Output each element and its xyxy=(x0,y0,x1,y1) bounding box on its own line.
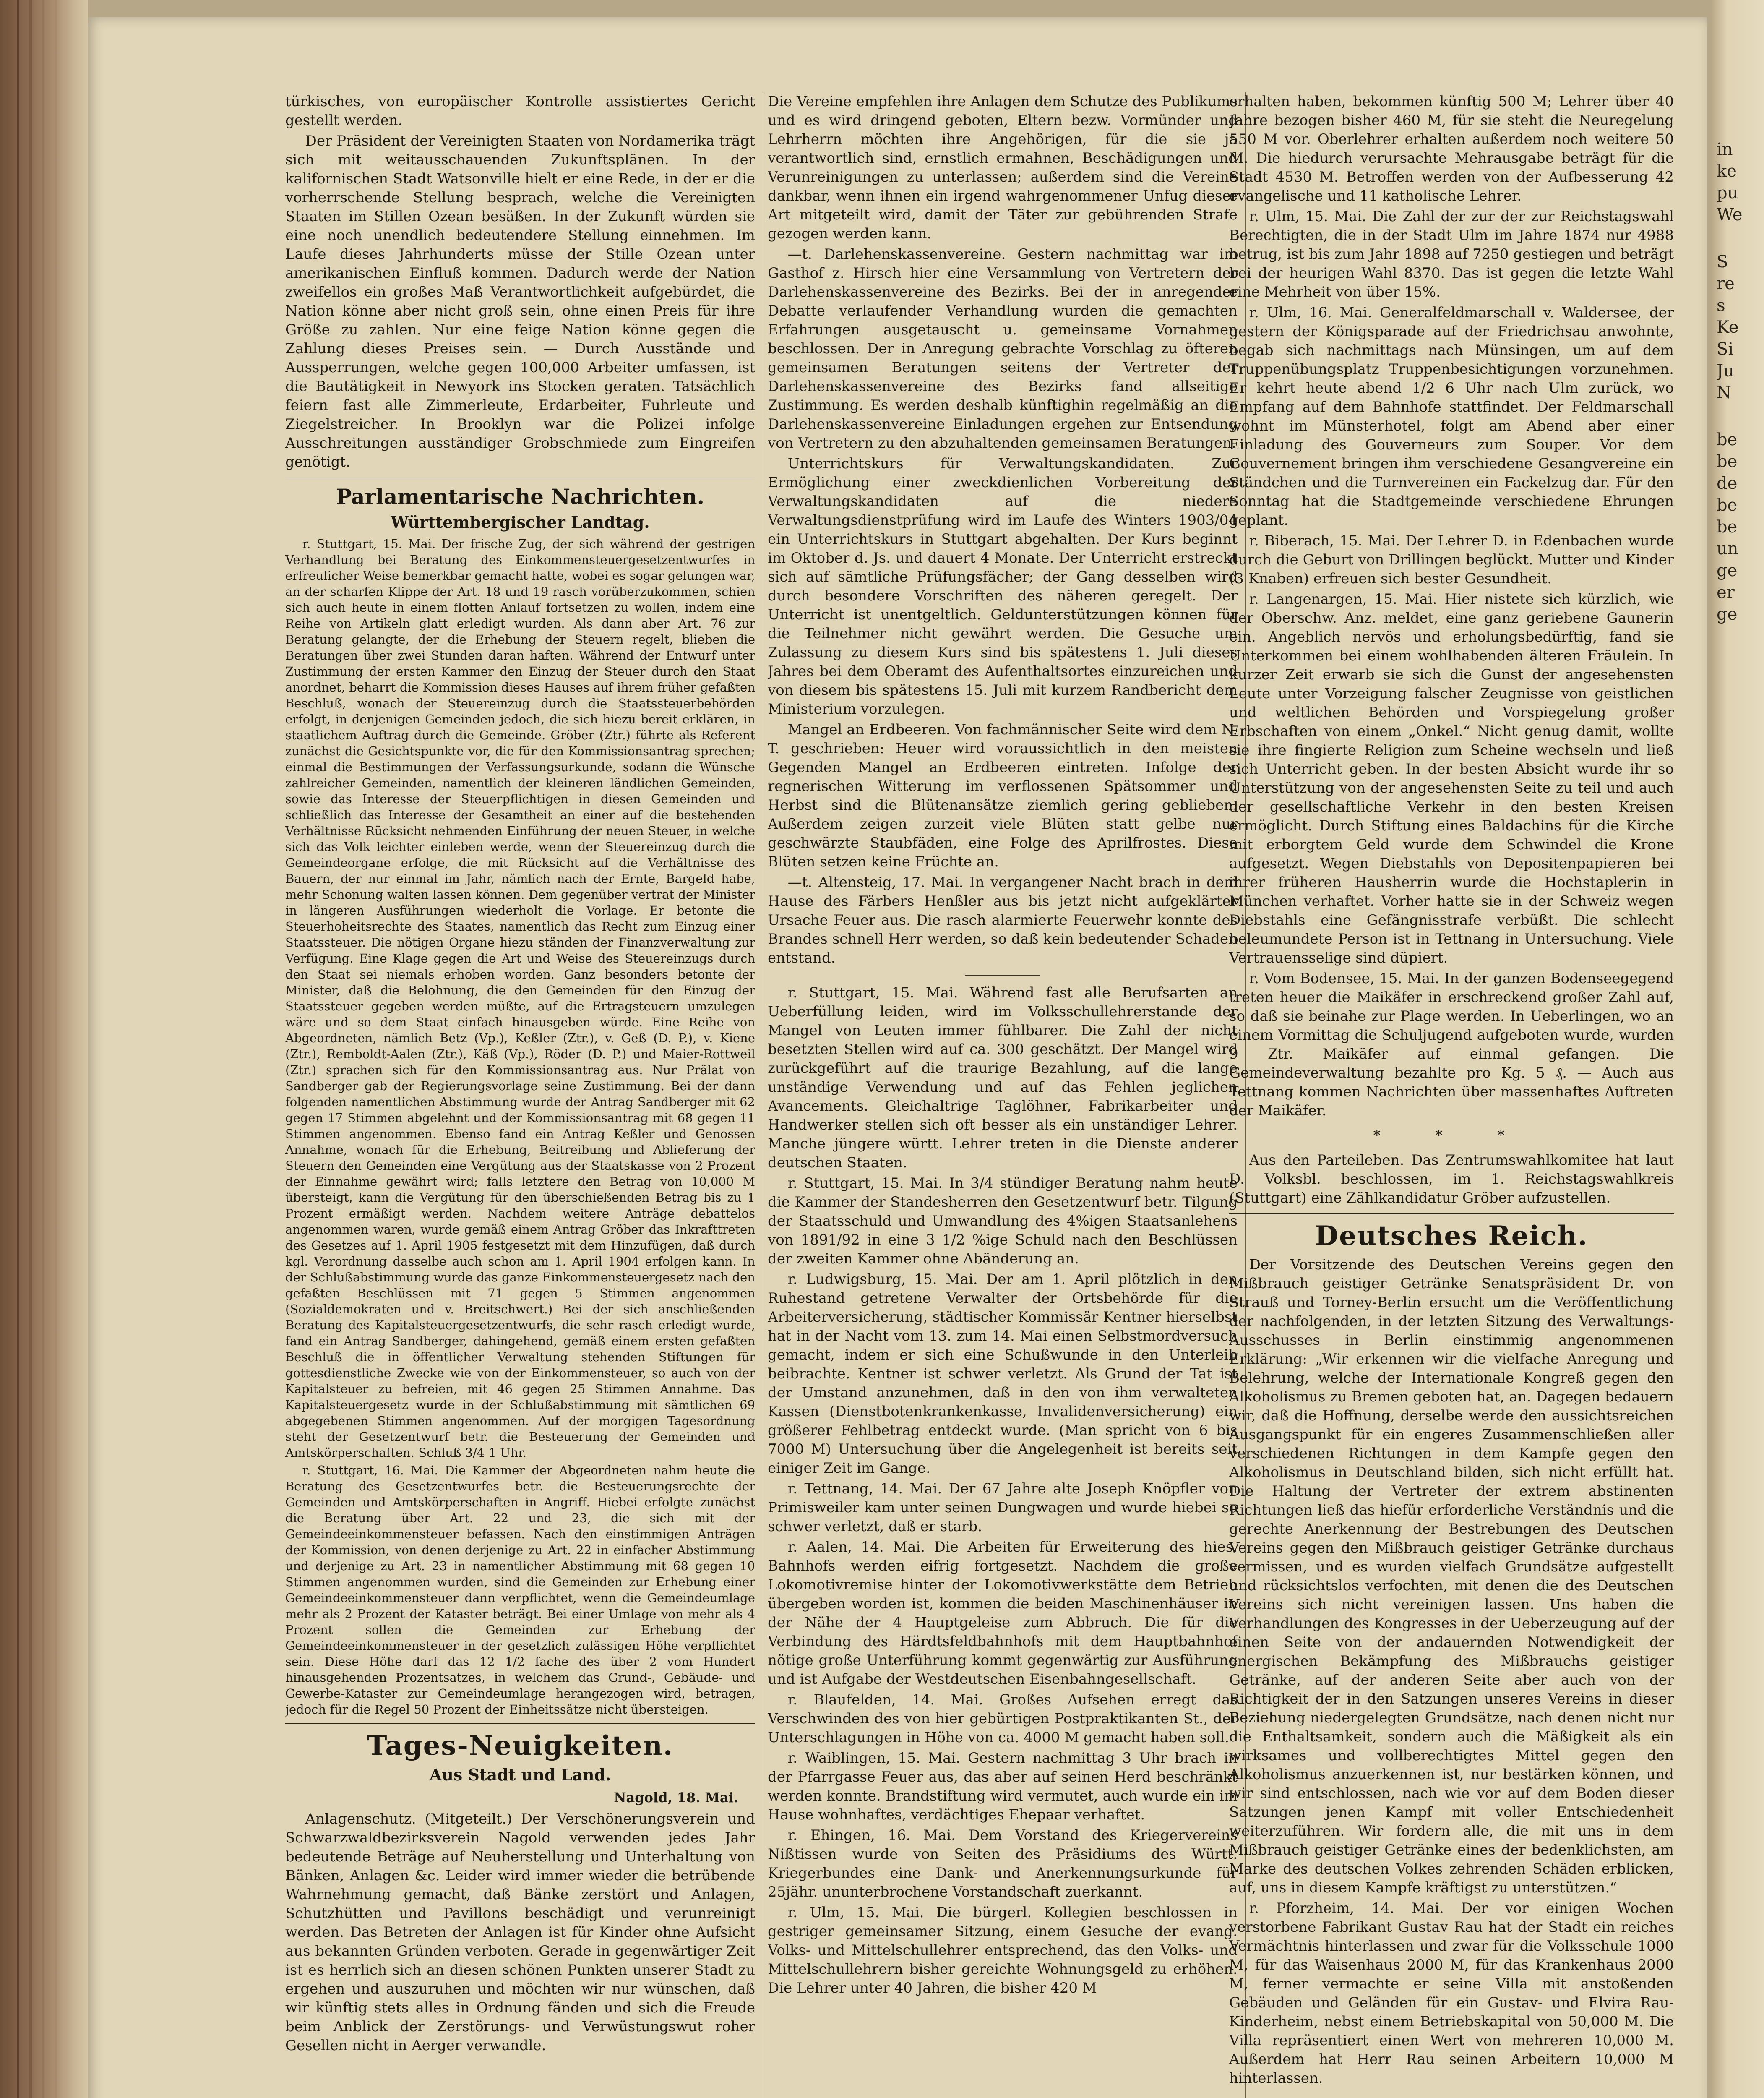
article-stuttgart-standesherren: r. Stuttgart, 15. Mai. In 3/4 stündiger Beratung nahm heute die Kammer der Standesherren den Gesetzentwurf betr. Tilgung der Staatsschuld und Umwandlung des 4%igen Staatsanlehens von 1891/92 in eine 3 1/2 %ige Schuld nach den Beschlüssen der zweiten Kammer ohne Abänderung an. xyxy=(768,1175,1238,1267)
fragment: un xyxy=(1717,539,1738,558)
fragment: ge xyxy=(1717,605,1738,624)
fragment: be xyxy=(1717,496,1738,515)
article-langenargen: r. Langenargen, 15. Mai. Hier nistete sich kürzlich, wie der Oberschw. Anz. meldet, eine ganz geriebene Gaunerin ein. Angeblich nervös und erholungsbedürftig, fand sie Unterkommen bei einem wohlhabenden älteren Fräulein. In kurzer Zeit erwarb sie sich die Gunst der angesehensten Leute unter Vorzeigung falscher Zeugnisse von geistlichen und weltlichen Behörden und Vorspiegelung großer Erbschaften von einem „Onkel.“ Nicht genug damit, wollte sie ihre fingierte Religion zum Scheine wechseln und ließ sich Unterricht geben. In der besten Absicht wurde ihr so Unterstützung von der angesehensten Seite zu teil und auch der gesellschaftliche Verkehr in den besten Kreisen ermöglicht. Durch Stiftung eines Baldachins für die Kirche mit erborgtem Geld wurde dem Schwindel die Krone aufgesetzt. Wegen Diebstahls von Depositenpapieren bei ihrer früheren Hausherrin wurde die Hochstaplerin in München verhaftet. Vorher hatte sie in der Schweiz wegen Diebstahls eine Gefängnisstrafe verbüßt. Die schlecht beleumundete Person ist in Tettnang in Untersuchung. Viele Vertrauensselige sind düpiert. xyxy=(1229,591,1674,966)
column-2 xyxy=(768,92,1238,2098)
article-biberach: r. Biberach, 15. Mai. Der Lehrer D. in Edenbachen wurde durch die Geburt von Drillingen beglückt. Mutter und Kinder (3 Knaben) erfreuen sich bester Gesundheit. xyxy=(1229,532,1674,587)
next-page-edge xyxy=(1712,0,1764,2098)
article-anlagenschutz: Anlagenschutz. (Mitgeteilt.) Der Verschönerungsverein und Schwarzwaldbezirksverein Nagold verwenden jedes Jahr bedeutende Beträge auf Neuherstellung und Unterhaltung von Bänken, Anlagen &c. Leider wird immer wieder die betrübende Wahrnehmung gemacht, daß Bänke zerstört und Anlagen, Schutzhütten und Pavillons beschädigt und verunreinigt werden. Das Betreten der Anlagen ist für Kinder ohne Aufsicht aus bekannten Gründen verboten. Gerade in gegenwärtiger Zeit ist es herrlich sich an diesen schönen Punkten unserer Stadt zu ergehen und auszuruhen und möchten wir nur wünschen, daß wir künftig stets alles in Ordnung fänden und sich die Freude beim Anblick der Zerstörungs- und Verwüstungswut roher Gesellen nicht in Aerger verwandle. xyxy=(285,1811,755,2054)
section-heading-parliament: Parlamentarische Nachrichten. xyxy=(285,478,755,510)
section-heading-deutsches-reich: Deutsches Reich. xyxy=(1229,1213,1674,1253)
article-ulm-16-mai: r. Ulm, 16. Mai. Generalfeldmarschall v. Waldersee, der gestern der Königsparade auf der Friedrichsau anwohnte, begab sich nachmittags nach Münsingen, um auf dem Truppenübungsplatz Truppenbesichtigungen vorzunehmen. Er kehrt heute abend 1/2 6 Uhr nach Ulm zurück, wo Empfang auf dem Bahnhofe stattfindet. Der Feldmarschall wohnt im Münsterhotel, folgt am Abend aber einer Einladung des Gouverneurs zum Souper. Vor dem Gouvernement bringen ihm verschiedene Gesangvereine ein Ständchen und die Turnvereinen ein Fackelzug dar. Für den Sonntag hat die Stadtgemeinde verschiedene Ehrungen geplant. xyxy=(1229,304,1674,529)
fragment: Si xyxy=(1717,339,1734,359)
article-erdbeeren: Mangel an Erdbeeren. Von fachmännischer Seite wird dem N. T. geschrieben: Heuer wird voraussichtlich in den meisten Gegenden Mangel an Erdbeeren eintreten. Infolge der regnerischen Witterung im verflossenen Spätsommer und Herbst sind die Blütenansätze ziemlich gering geblieben. Außerdem zeigen zurzeit viele Blüten statt gelbe nur geschwärzte Staubfäden, eine Folge des Aprilfrostes. Diese Blüten setzen keine Früchte an. xyxy=(768,721,1238,870)
fragment: pu xyxy=(1717,183,1738,203)
dateline-nagold: Nagold, 18. Mai. xyxy=(614,1790,738,1806)
fragment: in xyxy=(1717,140,1733,159)
article-tettnang: r. Tettnang, 14. Mai. Der 67 Jahre alte Joseph Knöpfler von Primisweiler kam unter seinen Dungwagen und wurde hiebei so schwer verletzt, daß er starb. xyxy=(768,1480,1238,1535)
article-darlehenskassen: —t. Darlehenskassenvereine. Gestern nachmittag war im Gasthof z. Hirsch hier eine Versammlung von Vertretern der Darlehenskassenvereine des Bezirks. Bei der in anregender Debatte verlaufender Verhandlung wurden die gemachten Erfahrungen ausgetauscht u. gemeinsame Vornahmen beschlossen. Der in Anregung gebrachte Vorschlag zu öfteren gemeinsamen Beratungen seitens der Vertreter der Darlehenskassenvereine des Bezirks fand allseitige Zustimmung. Es werden deshalb künftighin regelmäßig an die Darlehenskassenvereine Einladungen ergehen zur Entsendung von Vertretern zu den abzuhaltenden gemeinsamen Beratungen. xyxy=(768,246,1238,451)
article-vereine: Die Vereine empfehlen ihre Anlagen dem Schutze des Publikums und es wird dringend geboten, Eltern bezw. Vormünder und Lehrherrn möchten ihre Angehörigen, für die sie ja verantwortlich sind, ernstlich ermahnen, Beschädigungen und Verunreinigungen zu unterlassen; außerdem sind die Vereine dankbar, wenn ihnen ein irgend wahrgenommener Unfug dieser Art mitgeteilt wird, damit der Täter zur gebührenden Strafe gezogen werden kann. xyxy=(768,93,1238,242)
article-bodensee: r. Vom Bodensee, 15. Mai. In der ganzen Bodenseegegend treten heuer die Maikäfer in erschreckend großer Zahl auf, so daß sie beinahe zur Plage werden. In Ueberlingen, wo an einem Vormittag die Schuljugend aufgeboten wurde, wurden 9 Ztr. Maikäfer auf einmal gefangen. Die Gemeindeverwaltung bezahlte pro Kg. 5 ₰. — Auch aus Tettnang kommen Nachrichten über massenhaftes Auftreten der Maikäfer. xyxy=(1229,970,1674,1119)
article-intro-continuation: türkisches, von europäischer Kontrolle assistiertes Gericht gestellt werden. xyxy=(285,93,755,129)
fragment: ke xyxy=(1717,162,1737,181)
article-stuttgart-16-mai: r. Stuttgart, 16. Mai. Die Kammer der Abgeordneten nahm heute die Beratung des Gesetzentwurfes betr. die Besteuerungsrechte der Gemeinden und Amtskörperschaften in Angriff. Hiebei erfolgte zunächst die Beratung über Art. 22 und 23, die sich mit der Gemeindeeinkommensteuer befassen. Nach den einstimmigen Anträgen der Kommission, von denen derjenige zu Art. 22 in einfacher Abstimmung und derjenige zu Art. 23 in namentlicher Abstimmung mit 68 gegen 10 Stimmen angenommen wurden, sind die Gemeinden zur Erhebung einer Gemeindeeinkommensteuer dann verpflichtet, wenn die Gemeindeumlage mehr als 2 Prozent der Kataster beträgt. Bei einer Umlage von mehr als 4 Prozent sollen die Gemeinden zur Erhebung der Gemeindeeinkommensteuer in der gesetzlich zulässigen Höhe verpflichtet sein. Diese Höhe darf das 12 1/2 fache des über 2 vom Hundert hinausgehenden Prozentsatzes, in welchem das Grund-, Gebäude- und Gewerbe-Kataster zur Gemeindeumlage herangezogen wird, betragen, jedoch für die Regel 50 Prozent der Einheitssätze nicht übersteigen. xyxy=(285,1463,755,1717)
article-ulm-reichstagswahl: r. Ulm, 15. Mai. Die Zahl der zur der zur Reichstagswahl Berechtigten, die in der Stadt Ulm im Jahre 1874 nur 4988 betrug, ist bis zum Jahr 1898 auf 7250 gestiegen und beträgt bei der heurigen Wahl 8370. Das ist gegen die letzte Wahl eine Mehrheit von über 15%. xyxy=(1229,208,1674,300)
article-ulm-15-mai: r. Ulm, 15. Mai. Die bürgerl. Kollegien beschlossen in gestriger gemeinsamer Sitzung, einem Gesuche der evang. Volks- und Mittelschullehrer entsprechend, das den Volks- und Mittelschullehrern bisher gereichte Wohnungsgeld zu erhöhen. Die Lehrer unter 40 Jahren, die bisher 420 M xyxy=(768,1904,1238,1996)
article-ehingen: r. Ehingen, 16. Mai. Dem Vorstand des Kriegervereins Nißtissen wurde von Seiten des Präsidiums des Württ. Kriegerbundes eine Dank- und Anerkennungsurkunde für 25jähr. ununterbrochene Vorstandschaft zuerkannt. xyxy=(768,1827,1238,1900)
fragment: de xyxy=(1717,474,1738,493)
section-heading-tages-neuigkeiten: Tages-Neuigkeiten. xyxy=(285,1723,755,1763)
fragment: We xyxy=(1717,205,1743,224)
article-waiblingen: r. Waiblingen, 15. Mai. Gestern nachmittag 3 Uhr brach in der Pfarrgasse Feuer aus, das aber auf seinen Herd beschränkt werden konnte. Brandstiftung wird vermutet, auch wurde ein im Hause wohnhaftes, verdächtiges Ehepaar verhaftet. xyxy=(768,1750,1238,1823)
fragment: be xyxy=(1717,452,1738,471)
fragment: ge xyxy=(1717,561,1738,580)
fragment: be xyxy=(1717,430,1738,449)
article-ludwigsburg: r. Ludwigsburg, 15. Mai. Der am 1. April plötzlich in den Ruhestand getretene Verwalter der Ortsbehörde für die Arbeiterversicherung, städtischer Kommissär Kentner hierselbst hat in der Nacht vom 13. zum 14. Mai einen Selbstmordversuch gemacht, indem er sich eine Schußwunde in den Unterleib beibrachte. Kentner ist schwer verletzt. Als Grund der Tat ist der Umstand anzunehmen, daß in den von ihm verwalteten Kassen (Dienstbotenkrankenkasse, Invalidenversicherung) ein größerer Fehlbetrag entdeckt wurde. (Man spricht von 6 bis 7000 M) Untersuchung über die Angelegenheit ist bereits seit einiger Zeit im Gange. xyxy=(768,1271,1238,1477)
column-3 xyxy=(1229,92,1674,2098)
fragment: N xyxy=(1717,383,1731,402)
article-lehrer-continuation: erhalten haben, bekommen künftig 500 M; Lehrer über 40 Jahre bezogen bisher 460 M, für sie steht die Neuregelung 550 M vor. Oberlehrer erhalten außerdem noch weitere 50 M. Die hiedurch verursachte Mehrausgabe beträgt für die Stadt 4530 M. Betroffen werden von der Aufbesserung 42 evangelische und 11 katholische Lehrer. xyxy=(1229,93,1674,204)
article-us-president: Der Präsident der Vereinigten Staaten von Nordamerika trägt sich mit weitausschauenden Zukunftsplänen. In der kalifornischen Stadt Watsonville hielt er eine Rede, in der er die vorherrschende Stellung besprach, welche die Vereinigten Staaten im Stillen Ozean besäßen. In der Zukunft würden sie eine noch unendlich bedeutendere Stellung einnehmen. Im Laufe dieses Jahrhunderts müsse der Stille Ozean unter amerikanischen Einfluß kommen. Dadurch werde der Nation zweifellos ein großes Maß Verantwortlichkeit aufgebürdet, die Nation könne aber nicht groß sein, ohne einen Preis für ihre Größe zu zahlen. Nur eine feige Nation könne gegen die Zahlung dieses Preises sein. — Durch Ausstände und Aussperrungen, welche gegen 100,000 Arbeiter umfassen, ist die Bautätigkeit in Newyork ins Stocken geraten. Tatsächlich feiern fast alle Zimmerleute, Erdarbeiter, Fuhrleute und Ziegelstreicher. In Brooklyn war die Polizei infolge Ausschreitungen ausständiger Grobschmiede zum Eingreifen genötigt. xyxy=(285,133,755,470)
article-blaufelden: r. Blaufelden, 14. Mai. Großes Aufsehen erregt das Verschwinden des von hier gebürtigen Postpraktikanten St., der Unterschlagungen in Höhe von ca. 4000 M gemacht haben soll. xyxy=(768,1691,1238,1746)
article-altensteig: —t. Altensteig, 17. Mai. In vergangener Nacht brach in dem Hause des Färbers Henßler aus bis jetzt nicht aufgeklärter Ursache Feuer aus. Die rasch alarmierte Feuerwehr konnte des Brandes schnell Herr werden, so daß kein bedeutender Schaden entstand. xyxy=(768,874,1238,966)
subheading-landtag: Württembergischer Landtag. xyxy=(391,513,650,532)
fragment: be xyxy=(1717,517,1738,537)
article-stuttgart-berufsarten: r. Stuttgart, 15. Mai. Während fast alle Berufsarten an Ueberfüllung leiden, wird im Volksschullehrerstande der Mangel von Leuten immer fühlbarer. Die Zahl der nicht besetzten Stellen wird auf ca. 300 geschätzt. Der Mangel wird zurückgeführt auf die traurige Bezahlung, auf die lange unständige Verwendung und auf das Fehlen jeglichen Avancements. Gleichaltrige Taglöhner, Fabrikarbeiter und Handwerker stellen sich oft besser als ein unständiger Lehrer. Manche jüngere württ. Lehrer treten in die Dienste anderer deutschen Staaten. xyxy=(768,984,1238,1171)
section-stars: * * * xyxy=(1373,1127,1530,1144)
article-aalen: r. Aalen, 14. Mai. Die Arbeiten für Erweiterung des hies. Bahnhofs werden eifrig fortgesetzt. Nachdem die große Lokomotivremise hinter der Lokomotivwerkstätte dem Betrieb übergeben worden ist, kommen die beiden Maschinenhäuser in der Nähe der 4 Hauptgeleise zum Abbruch. Die für die Verbindung des Härdtsfeldbahnhofs mit dem Hauptbahnhof nötige große Unterführung kommt gegenwärtig zur Ausführung und ist Aufgabe der Westdeutschen Eisenbahngesellschaft. xyxy=(768,1539,1238,1688)
article-parteileben: Aus den Parteileben. Das Zentrumswahlkomitee hat laut D. Volksbl. beschlossen, im 1. Reichstagswahlkreis (Stuttgart) eine Zählkandidatur Gröber aufzustellen. xyxy=(1229,1152,1674,1206)
fragment: S xyxy=(1717,252,1728,271)
article-unterrichtskurs: Unterrichtskurs für Verwaltungskandidaten. Zur Ermöglichung einer zweckdienlichen Vorbereitung der Verwaltungskandidaten auf die niedere Verwaltungsdienstprüfung wird im Laufe des Winters 1903/04 ein Unterrichtskurs in Stuttgart abgehalten. Der Kurs beginnt im Oktober d. Js. und dauert 4 Monate. Der Unterricht erstreckt sich auf sämtliche Prüfungsfächer; der Gang desselben wird durch besondere Vorschriften des näheren geregelt. Der Unterricht ist unentgeltlich. Geldunterstützungen können für die Teilnehmer nicht gewährt werden. Die Gesuche um Zulassung zu diesem Kurs sind bis spätestens 1. Juli dieses Jahres bei dem Oberamt des Aufenthaltsortes einzureichen und von diesem bis spätestens 15. Juli mit kurzem Randbericht dem Ministerium vorzulegen. xyxy=(768,455,1238,718)
fragment: er xyxy=(1717,583,1735,602)
article-stuttgart-15-mai: r. Stuttgart, 15. Mai. Der frische Zug, der sich während der gestrigen Verhandlung bei Beratung des Einkommensteuergesetzentwurfes in erfreulicher Weise bemerkbar gemacht hatte, wobei es sogar gelungen war, an der scharfen Klippe der Art. 18 und 19 rasch vorüberzukommen, schien sich auch heute in einem flotten Anlauf fortsetzen zu wollen, indem eine Reihe von Artikeln glatt erledigt wurden. Als dann aber Art. 76 zur Beratung gelangte, der die Erhebung der Steuern regelt, blieben die Beratungen über zwei Stunden daran haften. Während der Entwurf unter Zustimmung der ersten Kammer den Einzug der Steuer durch den Staat anordnet, beharrt die Kommission dieses Hauses auf ihrem früher gefaßten Beschluß, wonach der Steuereinzug durch die Staatssteuerbehörden erfolgt, in denjenigen Gemeinden jedoch, die sich hiezu bereit erklären, in staatlichem Auftrag durch die Gemeinde. Gröber (Ztr.) führte als Referent zunächst die Gesichtspunkte vor, die für den Kommissionsantrag sprechen; einmal die Bestimmungen der Verfassungsurkunde, sodann die Wünsche zahlreicher Gemeinden, namentlich der kleineren ländlichen Gemeinden, sowie das Interesse der Steuerpflichtigen in diesen Gemeinden und schließlich das Interesse der Gesamtheit an einer auf die bestehenden Verhältnisse Rücksicht nehmenden Einführung der neuen Steuer, in welche sich das Volk leichter einleben werde, wenn der Steuereinzug durch die Gemeindeorgane erfolge, die mit Rücksicht auf die Verhältnisse des Bauern, der nur einmal im Jahr, nämlich nach der Ernte, Bargeld habe, mehr Schonung walten lassen können. Dem gegenüber vertrat der Minister in längeren Ausführungen wiederholt die Vorlage. Er betonte die Steuerhoheitsrechte des Staates, namentlich das Recht zum Einzug einer Staatssteuer. Die nötigen Organe hiezu ständen der Finanzverwaltung zur Verfügung. Eine Klage gegen die Art und Weise des Steuereinzugs durch den Staat sei niemals erhoben worden. Ganz besonders betonte der Minister, daß die Belohnung, die den Gemeinden für den Einzug der Staatssteuer gegeben werden müßte, auf die Ertragsteuern umzulegen wäre und so dem Staat einfach hinausgeben würde. Eine Reihe von Abgeordneten, nämlich Betz (Vp.), Keßler (Ztr.), v. Geß (D. P.), v. Kiene (Ztr.), Remboldt-Aalen (Ztr.), Käß (Vp.), Röder (D. P.) und Maier-Rottweil (Ztr.) sprachen sich für den Kommissionsantrag aus. Nur Prälat von Sandberger gab der Regierungsvorlage seine Zustimmung. Bei der dann folgenden namentlichen Abstimmung wurde der Antrag Sandberger mit 62 gegen 17 Stimmen abgelehnt und der Kommissionsantrag mit 68 gegen 11 Stimmen angenommen. Ebenso fand ein Antrag Keßler und Genossen Annahme, wonach für die Erhebung, Beitreibung und Ablieferung der Steuern den Gemeinden eine Vergütung aus der Staatskasse von 2 Prozent der Einnahme gewährt wird; falls letztere den Betrag von 10,000 M übersteigt, kann die Vergütung für den überschießenden Betrag bis zu 1 Prozent ermäßigt werden. Nachdem weitere Anträge debattelos angenommen waren, wurde gemäß einem Antrag Gröber das Inkrafttreten des Gesetzes auf 1. April 1905 festgesetzt mit dem Hinzufügen, daß durch kgl. Verordnung dasselbe auch schon am 1. April 1904 erfolgen kann. In der Schlußabstimmung wurde das ganze Einkommensteuergesetz nach den gefaßten Beschlüssen mit 71 gegen 5 Stimmen angenommen (Sozialdemokraten und v. Breitschwert.) Bei der sich anschließenden Beratung des Kapitalsteuergesetzentwurfs, die sehr rasch erledigt wurde, fand ein Antrag Sandberger, dahingehend, gemäß einem ersten gefaßten Beschluß die in öffentlicher Verwaltung stehenden Stiftungen für gottesdienstliche Zwecke wie von der Einkommensteuer, so auch von der Kapitalsteuer zu befreien, mit 46 gegen 25 Stimmen Annahme. Das Kapitalsteuergesetz wurde in der Schlußabstimmung mit sämtlichen 69 abgegebenen Stimmen angenommen. Auf der morgigen Tagesordnung steht der Gesetzentwurf betr. die Besteuerung der Gemeinden und Amtskörperschaften. Schluß 3/4 1 Uhr. xyxy=(285,537,755,1460)
separator-line xyxy=(965,975,1040,976)
fragment: re xyxy=(1717,274,1735,293)
fragment: Ju xyxy=(1717,361,1734,381)
article-pforzheim: r. Pforzheim, 14. Mai. Der vor einigen Wochen verstorbene Fabrikant Gustav Rau hat der Stadt ein reiches Vermächtnis hinterlassen und zwar für die Volksschule 1000 M, für das Waisenhaus 2000 M, für das Krankenhaus 2000 M, ferner vermachte er seine Villa mit anstoßenden Gebäuden und Geländen für ein Gustav- und Elvira Rau-Kinderheim, nebst einem Betriebskapital von 50,000 M. Die Villa repräsentiert einen Wert von mehreren 10,000 M. Außerdem hat Herr Rau seinen Arbeitern 10,000 M hinterlassen. xyxy=(1229,1900,1674,2087)
fragment: Ke xyxy=(1717,318,1739,337)
article-verein-alkohol: Der Vorsitzende des Deutschen Vereins gegen den Mißbrauch geistiger Getränke Senatspräsident Dr. von Strauß und Torney-Berlin ersucht um die Veröffentlichung der nachfolgenden, in der letzten Sitzung des Verwaltungs-Ausschusses in Berlin einstimmig angenommenen Erklärung: „Wir erkennen wir die vielfache Anregung und Belehrung, welche der Internationale Kongreß gegen den Alkoholismus zu Bremen geboten hat, an. Dagegen bedauern wir, daß die Hoffnung, derselbe werde den aussichtsreichen Ausgangspunkt für ein engeres Zusammenschließen aller verschiedenen Richtungen in dem Kampfe gegen den Alkoholismus in Deutschland bilden, sich nicht erfüllt hat. Die Haltung der Vertreter der extrem abstinenten Richtungen ließ das hiefür erforderliche Verständnis und die gerechte Anerkennung der Bestrebungen des Deutschen Vereins gegen den Mißbrauch geistiger Getränke durchaus vermissen, und es wurden vielfach Grundsätze aufgestellt und rücksichtslos verfochten, mit denen die des Deutschen Vereins sich nicht vereinigen lassen. Uns haben die Verhandlungen des Kongresses in der Ueberzeugung auf der einen Seite von der andauernden Notwendigkeit der energischen Bekämpfung des Mißbrauchs geistiger Getränke, auf der anderen Seite aber auch von der Richtigkeit der in den Satzungen unseres Vereins in dieser Beziehung niedergelegten Grundsätze, nach denen nicht nur die Enthaltsamkeit, sondern auch die Mäßigkeit als ein wirksames und vollberechtigtes Mittel gegen den Alkoholismus anzuerkennen ist, nur bestärken können, und wir sind entschlossen, nach wie vor auf dem Boden dieser Satzungen jenen Kampf mit voller Entschiedenheit weiterzuführen. Wir fordern alle, die mit uns in dem Mißbrauch geistiger Getränke eines der bedenklichsten, am Marke des deutschen Volkes zehrenden Schäden erblicken, auf, uns in diesem Kampfe kräftigst zu unterstützen.“ xyxy=(1229,1256,1674,1896)
column-1 xyxy=(285,92,755,2098)
fragment: s xyxy=(1717,296,1725,315)
book-spine-edge xyxy=(0,0,88,2098)
subheading-stadt-und-land: Aus Stadt und Land. xyxy=(429,1765,611,1784)
next-page-fragments xyxy=(1717,138,1761,1397)
